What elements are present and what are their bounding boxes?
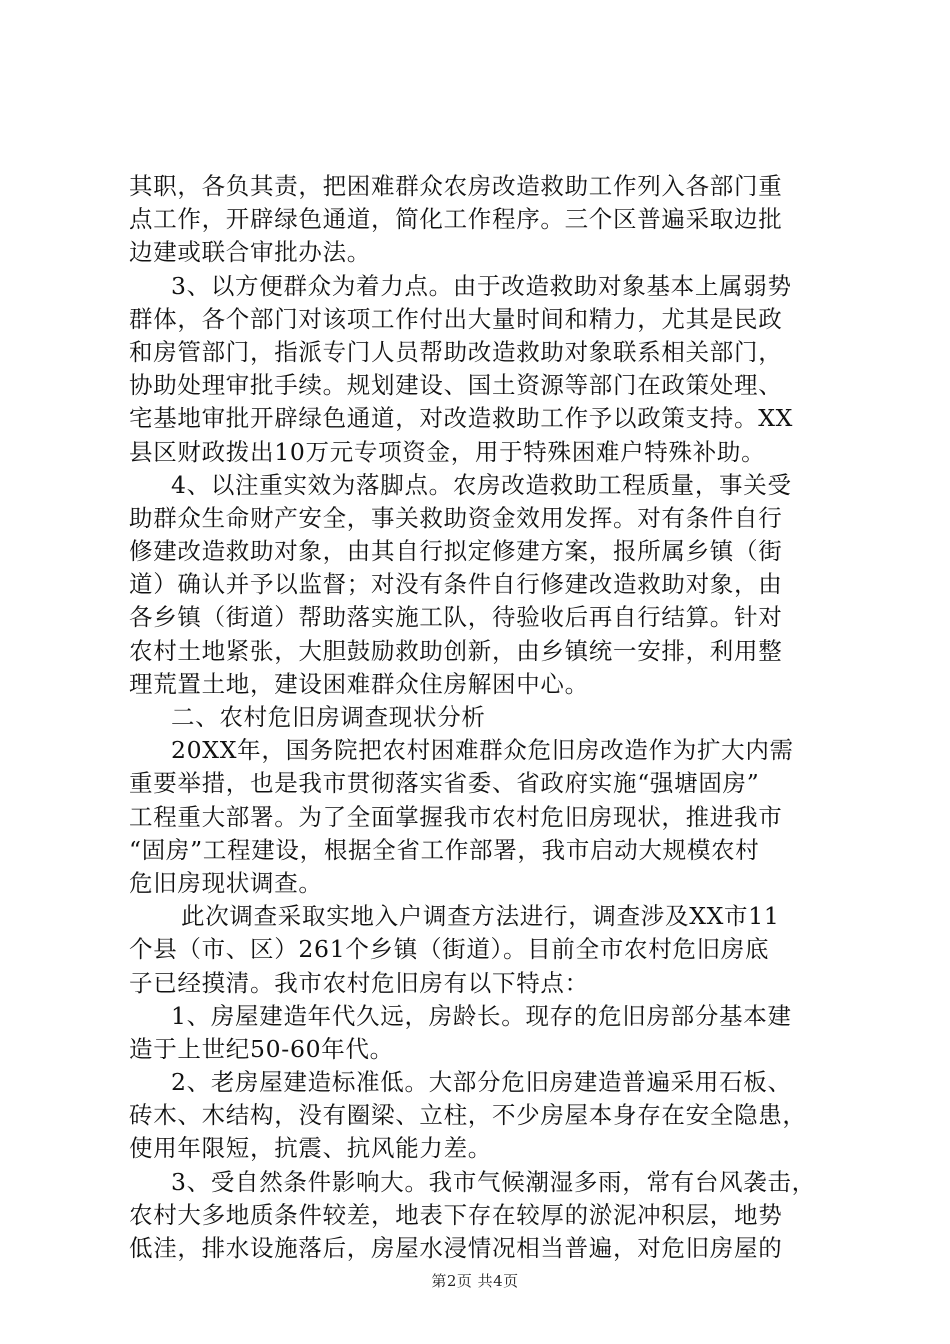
document-body (129, 170, 849, 1265)
text-line: 协助处理审批手续。规划建设、国土资源等部门在政策处理、 (129, 371, 783, 400)
text-line: 和房管部门，指派专门人员帮助改造救助对象联系相关部门， (129, 337, 783, 366)
text-line: 道）确认并予以监督；对没有条件自行修建改造救助对象，由 (129, 570, 783, 599)
text-line: 点工作，开辟绿色通道，简化工作程序。三个区普遍采取边批 (129, 205, 783, 234)
section-heading: 二、农村危旧房调查现状分析 (171, 703, 486, 731)
text-line: 3、以方便群众为着力点。由于改造救助对象基本上属弱势 (171, 271, 792, 300)
text-line: 群体，各个部门对该项工作付出大量时间和精力，尤其是民政 (129, 304, 783, 333)
text-line: 农村土地紧张，大胆鼓励救助创新，由乡镇统一安排，利用整 (129, 636, 783, 665)
text-line: 子已经摸清。我市农村危旧房有以下特点： (129, 968, 589, 997)
text-line: 此次调查采取实地入户调查方法进行，调查涉及XX市11 (181, 902, 780, 931)
text-line: 宅基地审批开辟绿色通道，对改造救助工作予以政策支持。XX (129, 404, 794, 433)
text-line: 20XX年，国务院把农村困难群众危旧房改造作为扩大内需 (171, 736, 794, 765)
page-footer (0, 1270, 950, 1291)
text-line: 工程重大部署。为了全面掌握我市农村危旧房现状，推进我市 (129, 802, 783, 831)
text-line: 2、老房屋建造标准低。大部分危旧房建造普遍采用石板、 (171, 1068, 792, 1097)
page-number: 第2页 共4页 (431, 1272, 519, 1290)
text-line: 个县（市、区）261个乡镇（街道）。目前全市农村危旧房底 (129, 935, 770, 964)
text-line: 理荒置土地，建设困难群众住房解困中心。 (129, 669, 589, 698)
text-line: 造于上世纪50-60年代。 (129, 1034, 394, 1063)
text-line: 各乡镇（街道）帮助落实施工队，待验收后再自行结算。针对 (129, 603, 783, 632)
text-line: 助群众生命财产安全，事关救助资金效用发挥。对有条件自行 (129, 503, 783, 532)
text-line: 低洼，排水设施落后，房屋水浸情况相当普遍，对危旧房屋的 (129, 1234, 783, 1262)
text-line: 其职，各负其责，把困难群众农房改造救助工作列入各部门重 (129, 172, 783, 200)
text-line: 修建改造救助对象，由其自行拟定修建方案，报所属乡镇（街 (129, 537, 783, 566)
text-line: 边建或联合审批办法。 (129, 238, 371, 267)
text-line: 县区财政拨出10万元专项资金，用于特殊困难户特殊补助。 (129, 437, 766, 466)
text-line: 4、以注重实效为落脚点。农房改造救助工程质量，事关受 (171, 470, 792, 499)
text-line: 使用年限短，抗震、抗风能力差。 (129, 1134, 492, 1163)
text-line: “固房”工程建设，根据全省工作部署，我市启动大规模农村 (129, 835, 760, 864)
text-line: 砖木、木结构，没有圈梁、立柱，不少房屋本身存在安全隐患， (129, 1101, 807, 1130)
text-line: 重要举措，也是我市贯彻落实省委、省政府实施“强塘固房” (129, 769, 760, 798)
text-line: 3、受自然条件影响大。我市气候潮湿多雨，常有台风袭击， (171, 1167, 816, 1196)
text-line: 1、房屋建造年代久远，房龄长。现存的危旧房部分基本建 (171, 1001, 792, 1030)
text-line: 危旧房现状调查。 (129, 868, 323, 897)
text-line: 农村大多地质条件较差，地表下存在较厚的淤泥冲积层，地势 (129, 1200, 783, 1229)
